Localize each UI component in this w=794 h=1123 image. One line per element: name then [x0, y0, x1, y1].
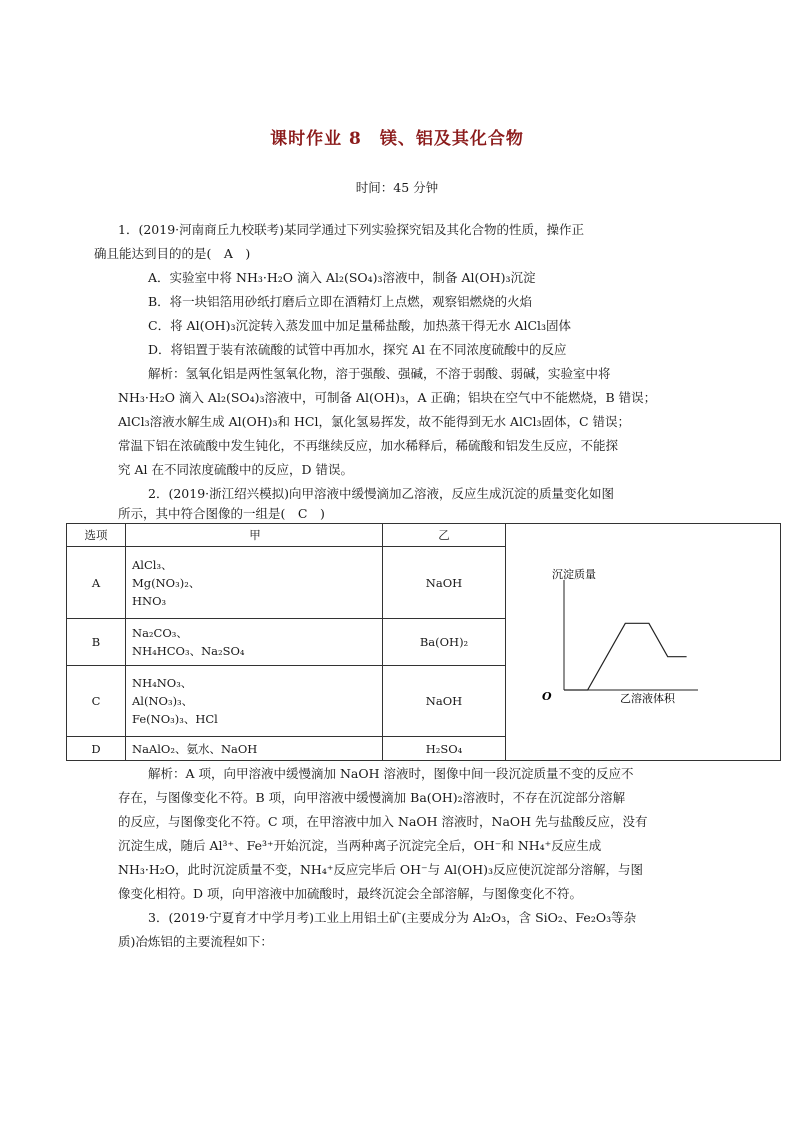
q1-analysis-3: AlCl₃溶液水解生成 Al(OH)₃和 HCl，氯化氢易挥发，故不能得到无水 AlCl₃固体，C 错误； — [118, 414, 631, 429]
row-a-jia-line: AlCl₃、 — [132, 557, 173, 572]
q2-line-1: 2．(2019·浙江绍兴模拟)向甲溶液中缓慢滴加乙溶液，反应生成沉淀的质量变化如图 — [148, 486, 614, 501]
row-a-yi: NaOH — [383, 547, 506, 619]
q2-analysis-2: 存在，与图像变化不符。B 项，向甲溶液中缓慢滴加 Ba(OH)₂溶液时，不存在沉淀部分溶解 — [118, 790, 626, 805]
header-option: 选项 — [67, 524, 126, 547]
row-a-option: A — [67, 547, 126, 619]
row-b-jia-line: NH₄HCO₃、Na₂SO₄ — [132, 643, 245, 658]
row-a-jia-line: Mg(NO₃)₂、 — [132, 575, 201, 590]
row-d-jia — [126, 737, 383, 761]
precipitate-chart — [506, 524, 778, 760]
origin-label: O — [542, 690, 552, 703]
row-b-option: B — [67, 618, 126, 665]
q1-analysis-1: 解析：氢氧化铝是两性氢氧化物，溶于强酸、强碱，不溶于弱酸、弱碱，实验室中将 — [148, 366, 611, 381]
q1-option-a: A．实验室中将 NH₃·H₂O 滴入 Al₂(SO₄)₃溶液中，制备 Al(OH)₃沉淀 — [148, 270, 536, 285]
row-b-yi: Ba(OH)₂ — [383, 618, 506, 665]
q1-option-c: C．将 Al(OH)₃沉淀转入蒸发皿中加足量稀盐酸，加热蒸干得无水 AlCl₃固体 — [148, 318, 572, 333]
row-b-jia-line: Na₂CO₃、 — [132, 625, 188, 640]
row-a-jia — [126, 547, 383, 619]
row-c-jia-line: NH₄NO₃、 — [132, 676, 193, 691]
q1-line-1: 1．(2019·河南商丘九校联考)某同学通过下列实验探究铝及其化合物的性质，操作正 — [118, 222, 584, 237]
q2-analysis-5: NH₃·H₂O，此时沉淀质量不变，NH₄⁺反应完毕后 OH⁻与 Al(OH)₃反应使沉淀部分溶解，与图 — [118, 862, 644, 877]
row-c-jia-line: Fe(NO₃)₃、HCl — [132, 712, 218, 727]
q3-line-1: 3．(2019·宁夏育才中学月考)工业上用铝土矿(主要成分为 Al₂O₃，含 SiO₂、Fe₂O₃等杂 — [148, 910, 637, 925]
page-title: 课时作业 8 镁、铝及其化合物 — [270, 129, 524, 149]
header-yi: 乙 — [383, 524, 506, 547]
row-d-option: D — [67, 737, 126, 761]
row-b-jia — [126, 618, 383, 665]
q1-analysis-5: 究 Al 在不同浓度硫酸中的反应，D 错误。 — [118, 462, 353, 477]
q2-line-2: 所示，其中符合图像的一组是( C ) — [118, 506, 325, 521]
row-d-yi: H₂SO₄ — [383, 737, 506, 761]
row-c-yi: NaOH — [383, 665, 506, 737]
series-line — [564, 623, 687, 690]
q2-analysis-1: 解析：A 项，向甲溶液中缓慢滴加 NaOH 溶液时，图像中间一段沉淀质量不变的反应不 — [148, 766, 634, 781]
q1-analysis-4: 常温下铝在浓硫酸中发生钝化，不再继续反应，加水稀释后，稀硫酸和铝发生反应，不能探 — [118, 438, 619, 453]
chart-cell — [506, 524, 781, 761]
row-a-jia-line: HNO₃ — [132, 593, 167, 608]
y-axis-label: 沉淀质量 — [552, 568, 596, 581]
x-axis-label: 乙溶液体积 — [620, 692, 675, 705]
q1-option-d: D．将铝置于装有浓硫酸的试管中再加水，探究 Al 在不同浓度硫酸中的反应 — [148, 342, 567, 357]
row-c-option: C — [67, 665, 126, 737]
q2-analysis-3: 的反应，与图像变化不符。C 项，在甲溶液中加入 NaOH 溶液时，NaOH 先与盐酸反应，没有 — [118, 814, 648, 829]
q1-analysis-2: NH₃·H₂O 滴入 Al₂(SO₄)₃溶液中，可制备 Al(OH)₃，A 正确；铝块在空气中不能燃烧，B 错误； — [118, 390, 657, 405]
q2-analysis-4: 沉淀生成，随后 Al³⁺、Fe³⁺开始沉淀，当两种离子沉淀完全后，OH⁻和 NH₄⁺反应生成 — [118, 838, 602, 853]
row-c-jia-line: Al(NO₃)₃、 — [132, 694, 194, 709]
q2-analysis-6: 像变化相符。D 项，向甲溶液中加硫酸时，最终沉淀会全部溶解，与图像变化不符。 — [118, 886, 582, 901]
q3-line-2: 质)冶炼铝的主要流程如下： — [118, 934, 273, 949]
options-table — [66, 523, 781, 761]
q1-line-2: 确且能达到目的的是( A ) — [94, 246, 251, 261]
time-info: 时间：45 分钟 — [355, 180, 439, 195]
header-jia: 甲 — [126, 524, 383, 547]
row-d-jia-line: NaAlO₂、氨水、NaOH — [132, 741, 258, 756]
row-c-jia — [126, 665, 383, 737]
q1-option-b: B．将一块铝箔用砂纸打磨后立即在酒精灯上点燃，观察铝燃烧的火焰 — [148, 294, 533, 309]
